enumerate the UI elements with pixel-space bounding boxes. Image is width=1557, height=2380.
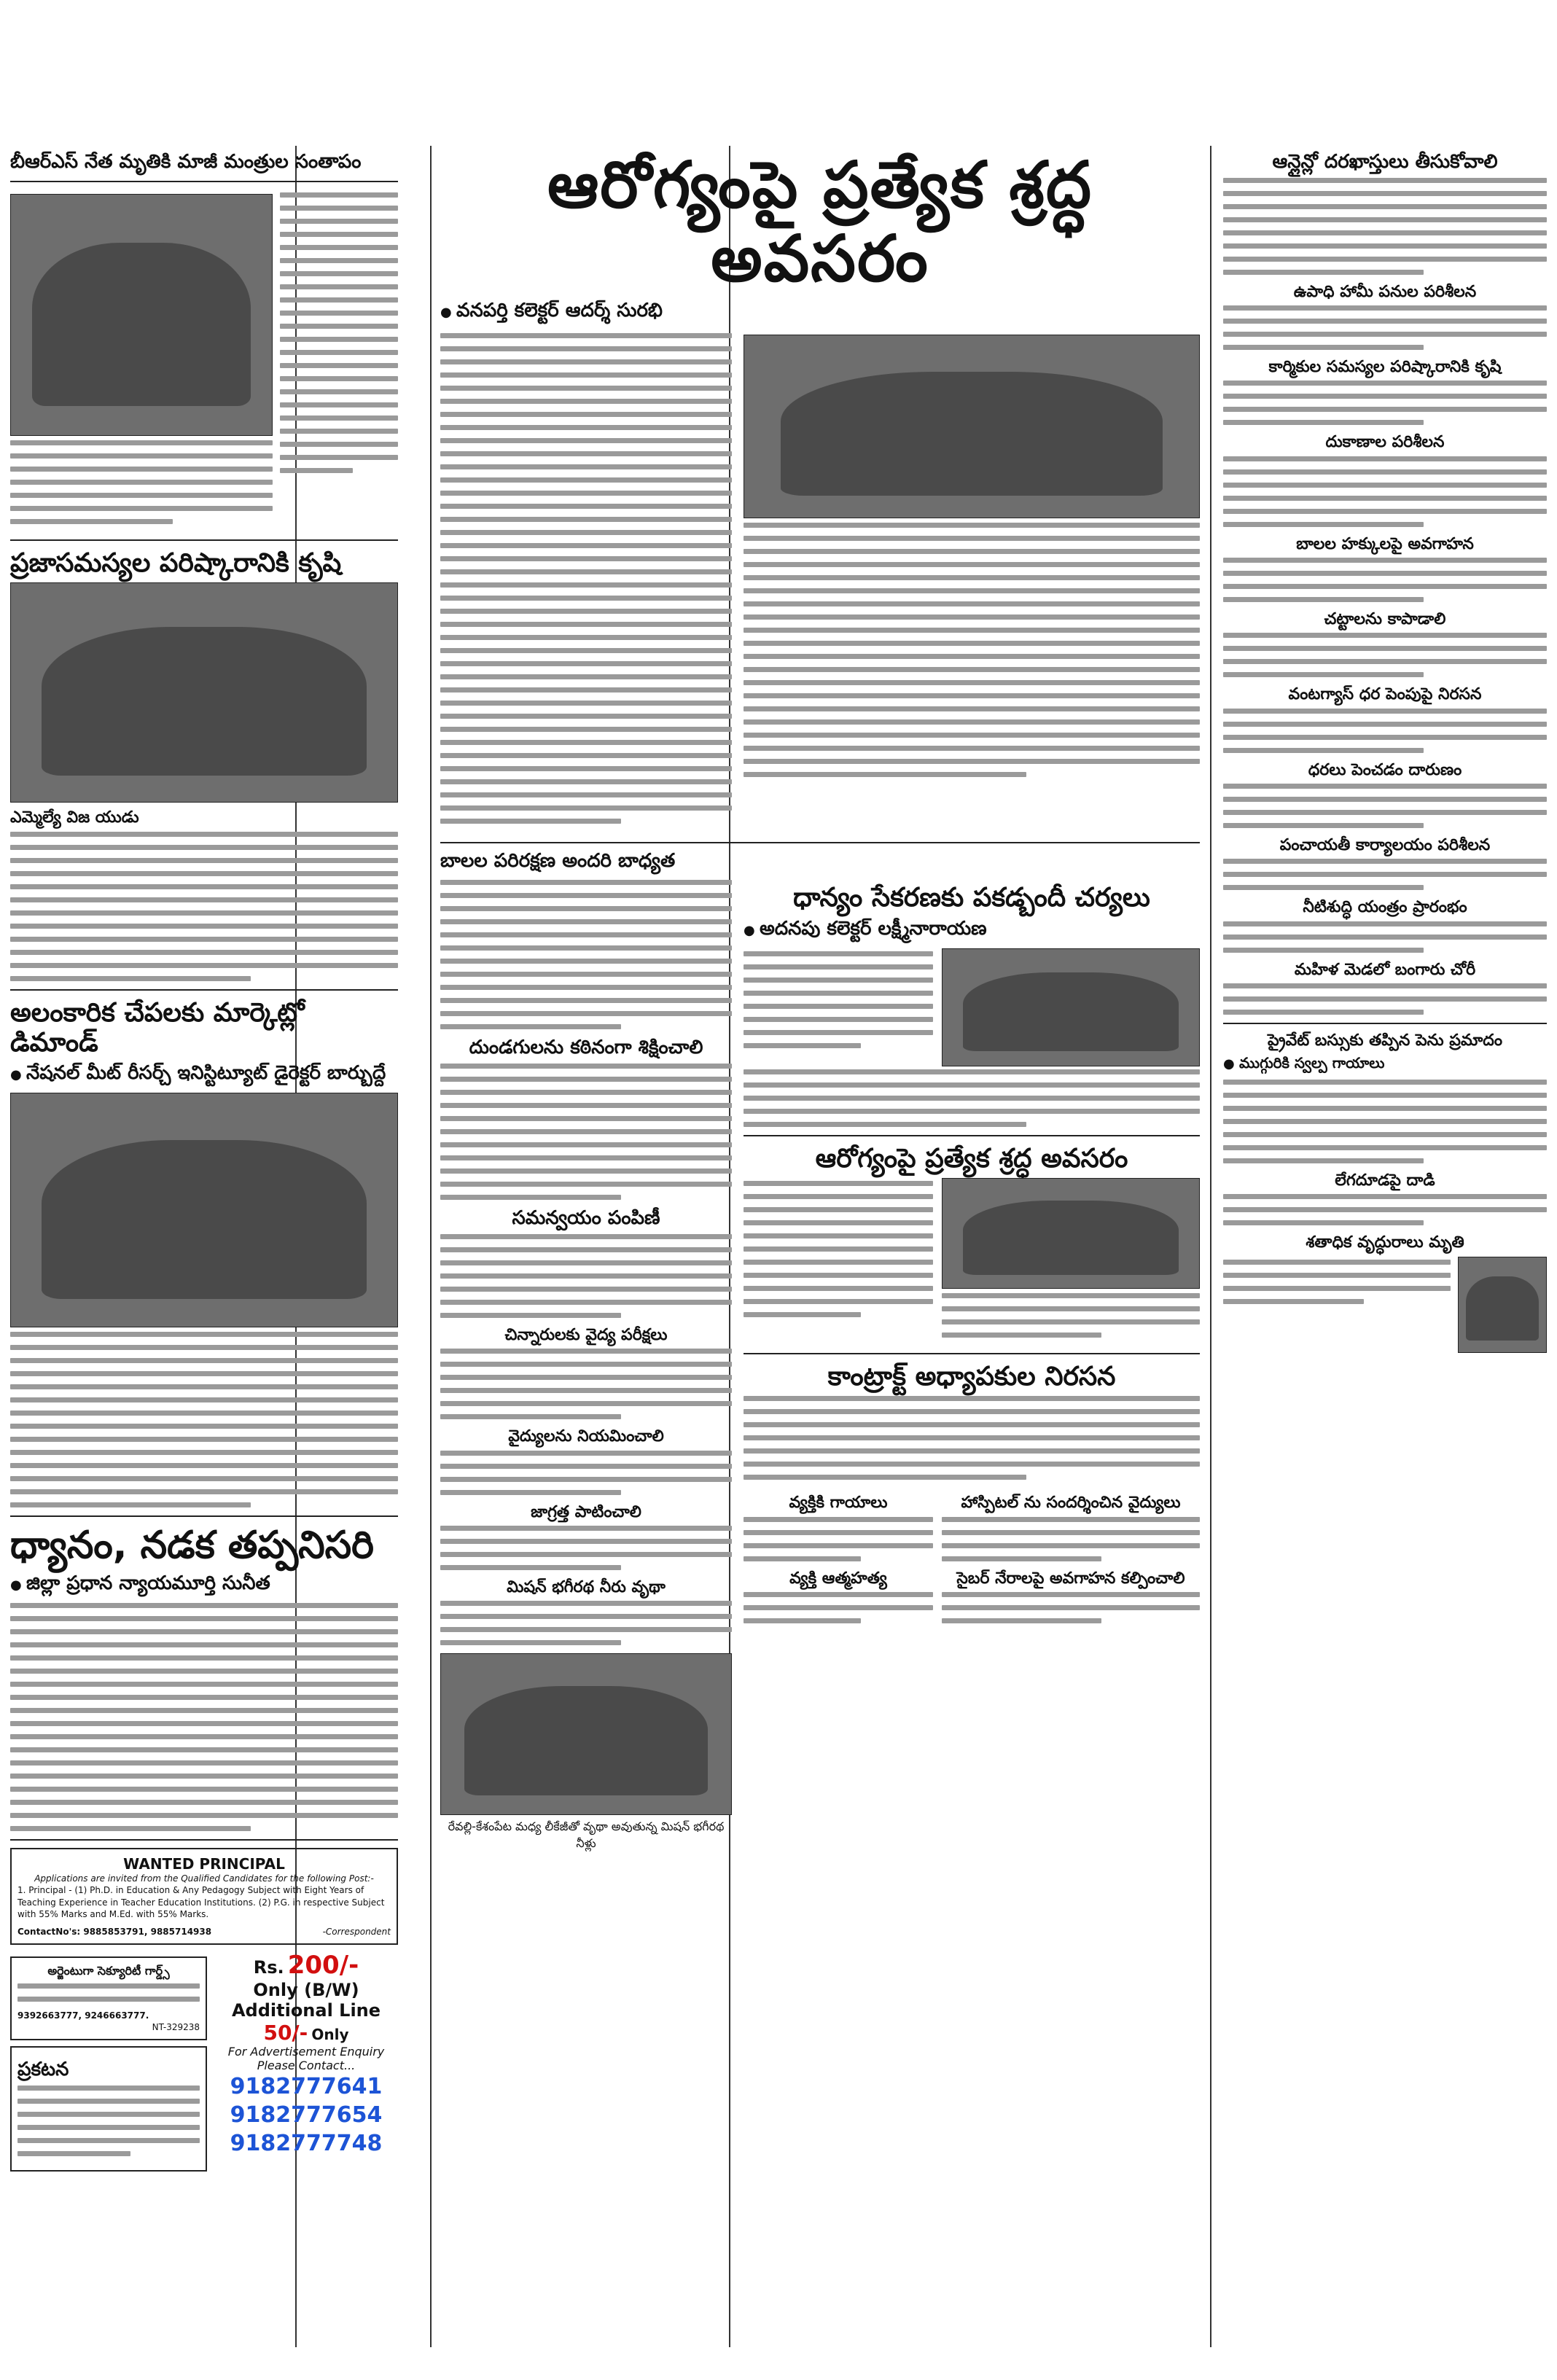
headline-vyakti: వ్యక్తికి గాయాలు [789, 1494, 888, 1513]
byline-fish: ● నేషనల్ మీట్ రీసర్చ్ ఇనిస్టిట్యూట్ డైరెక్టర్ బార్బుద్దే [10, 1062, 398, 1088]
headline-vaidyulanu: వైద్యులను నియమించాలి [508, 1427, 664, 1446]
headline-dukanala: దుకాణాల పరిశీలన [1325, 433, 1445, 452]
text-body [942, 1293, 1200, 1338]
text-body [1223, 1194, 1547, 1225]
caption-water-leak: రేవల్లి-కేశంపేట మధ్య లీకేజీతో వృథా అవుతున్న మిషన్ భగీరథ నీళ్లు [448, 1819, 725, 1851]
headline-balala-hakkulu: బాలల హక్కులపై అవగాహన [1296, 534, 1474, 553]
headline-shatadhika: శతాధిక వృద్ధురాలు మృతి [1306, 1233, 1464, 1252]
headline-arogyam-2: ఆరోగ్యంపై ప్రత్యేక శ్రద్ధ అవసరం [815, 1143, 1128, 1174]
text-body [1223, 1080, 1547, 1163]
text-body [744, 523, 1200, 777]
text-body [440, 1349, 732, 1419]
ad-rates: Rs. 200/- Only (B/W) Additional Line 50/- Only For Advertisement Enquiry Please Contact... 9182777641 9182777654 9182777748 [214, 1951, 398, 2177]
text-body [1223, 456, 1547, 527]
text-body [744, 1069, 1200, 1127]
phone-2: 9182777654 [230, 2102, 383, 2129]
text-body [1223, 633, 1547, 677]
column-5 [1213, 0, 1557, 2380]
photo-elderly-woman [1458, 1257, 1547, 1353]
photo-dhanyam [942, 948, 1200, 1066]
text-body [744, 1181, 933, 1343]
text-body [744, 1517, 933, 1561]
text-body [10, 832, 398, 981]
headline-brs-leader: బీఆర్ఎస్ నేత మృతికి మాజీ మంత్రుల సంతాపం [10, 151, 362, 173]
text-body [1223, 558, 1547, 602]
text-body [440, 1234, 732, 1318]
headline-praja-samasyalu: ప్రజాసమస్యల పరిష్కారానికి కృషి [10, 547, 342, 578]
headline-private-bus: ప్రైవేట్ బస్సుకు తప్పిన పెను ప్రమాదం [1268, 1031, 1502, 1050]
photo-mla-event [10, 582, 398, 803]
text-body [1223, 859, 1547, 890]
headline-mahila: మహిళ మెడలో బంగారు చోరీ [1294, 960, 1476, 979]
column-4 [744, 877, 1200, 1857]
text-body [440, 1526, 732, 1570]
headline-vyakti-2: వ్యక్తి ఆత్మహత్య [789, 1569, 887, 1588]
text-body [440, 1601, 732, 1645]
ad-security-guards: అర్జెంటుగా సెక్యూరిటీ గార్డ్స్ 9392663777, 9246663777. NT-329238 [10, 1956, 207, 2040]
headline-samanvayam: సమన్వయం పంపిణీ [512, 1207, 660, 1230]
headline-dundagulu: దుండగులను కఠినంగా శిక్షించాలి [469, 1037, 703, 1059]
headline-karmikula: కార్మికుల సమస్యల పరిష్కారానికి కృషి [1268, 358, 1502, 377]
headline-vantagyas: వంటగ్యాస్ ధర పెంపుపై నిరసన [1288, 685, 1482, 704]
photo-fish-training [10, 1093, 398, 1327]
text-body [942, 1517, 1200, 1561]
text-body [1223, 921, 1547, 953]
main-headline: ఆరోగ్యంపై ప్రత్యేక శ్రద్ధ అవసరం [547, 147, 1093, 297]
byline-collector: ● వనపర్తి కలెక్టర్ ఆదర్శ్ సురభి [440, 300, 1200, 326]
text-body [10, 440, 273, 524]
text-body [440, 1064, 732, 1200]
text-body [1223, 784, 1547, 828]
ad-prakatana: ప్రకటన [10, 2046, 207, 2172]
headline-dharalu: ధరలు పెంచడం దారుణం [1308, 760, 1462, 779]
text-body [440, 1451, 732, 1495]
photo-water-leak [440, 1653, 732, 1815]
text-body [1223, 983, 1547, 1015]
byline-judge: ● జిల్లా ప్రధాన న్యాయమూర్తి సునీత [10, 1572, 398, 1599]
text-body [1223, 178, 1547, 275]
phone-3: 9182777748 [230, 2131, 383, 2157]
text-body [1223, 709, 1547, 753]
headline-balala: బాలల పరిరక్షణ అందరి బాధ్యత [440, 850, 676, 873]
headline-chattalu: చట్టాలను కాపాడాలి [1324, 610, 1446, 629]
headline-cyber: సైబర్ నేరాలపై అవగాహన కల్పించాలి [956, 1569, 1185, 1588]
text-body [440, 333, 732, 832]
photo-leaders [10, 194, 273, 436]
headline-fish-demand: అలంకారిక చేపలకు మార్కెట్లో డిమాండ్ [10, 997, 305, 1058]
headline-upadhi: ఉపాధి హామీ పనుల పరిశీలన [1293, 282, 1477, 301]
subhead-mla: ఎమ్మెల్యే విజ యుడు [10, 808, 139, 827]
text-body [744, 1396, 1200, 1480]
headline-legadoodala: లేగదూడపై దాడి [1335, 1171, 1435, 1190]
text-body [942, 1592, 1200, 1623]
headline-chinnarula: చిన్నారులకు వైద్య పరీక్షలు [504, 1326, 668, 1345]
text-body [1223, 305, 1547, 350]
photo-arogyam-2 [942, 1178, 1200, 1289]
text-body [440, 880, 732, 1029]
text-body [10, 1603, 398, 1831]
headline-hospital: హాస్పిటల్ ను సందర్శించిన వైద్యులు [961, 1494, 1181, 1513]
headline-mission: మిషన్ భగీరథ నీరు వృథా [507, 1577, 666, 1596]
column-3 [430, 0, 1210, 2380]
text-body [744, 951, 933, 1064]
text-body [744, 1592, 933, 1623]
headline-panchayati: పంచాయతీ కార్యాలయం పరిశీలన [1279, 835, 1491, 854]
headline-neetishuddhi: నీటిశుద్ధి యంత్రం ప్రారంభం [1303, 898, 1467, 917]
ad-wanted-principal: WANTED PRINCIPAL Applications are invited from the Qualified Candidates for the following Post:- 1. Principal - (1) Ph.D. in Education & Any Pedagogy Subject with Eight Years of Teaching Experience in Teacher Education Institutions. (2) P.G. in respective Subject with 55% Marks and M.Ed. with 55% Marks. ContactNo's: 9885853791, 9885714938 -Correspondent [10, 1848, 398, 1945]
text-body [1223, 381, 1547, 425]
column-1 [0, 0, 408, 2380]
photo-collector-meeting [744, 335, 1200, 518]
text-body [280, 192, 398, 529]
phone-1: 9182777641 [230, 2074, 383, 2100]
headline-dhanyam: ధాన్యం సేకరణకు పకడ్బందీ చర్యలు [793, 883, 1150, 913]
headline-jagratta: జాగ్రత్త పాటించాలి [531, 1502, 641, 1521]
byline-dhanyam: ● అదనపు కలెక్టర్ లక్ష్మీనారాయణ [744, 918, 1200, 944]
byline-private-bus: ● ముగ్గురికి స్వల్ప గాయాలు [1223, 1054, 1547, 1075]
headline-dhyanam: ధ్యానం, నడక తప్పనిసరి [10, 1523, 374, 1568]
text-body [1223, 1260, 1451, 1350]
headline-contract: కాంట్రాక్ట్ అధ్యాపకుల నిరసన [827, 1362, 1116, 1392]
text-body [10, 1332, 398, 1507]
headline-online: ఆన్లైన్లో దరఖాస్తులు తీసుకోవాలి [1272, 151, 1498, 173]
